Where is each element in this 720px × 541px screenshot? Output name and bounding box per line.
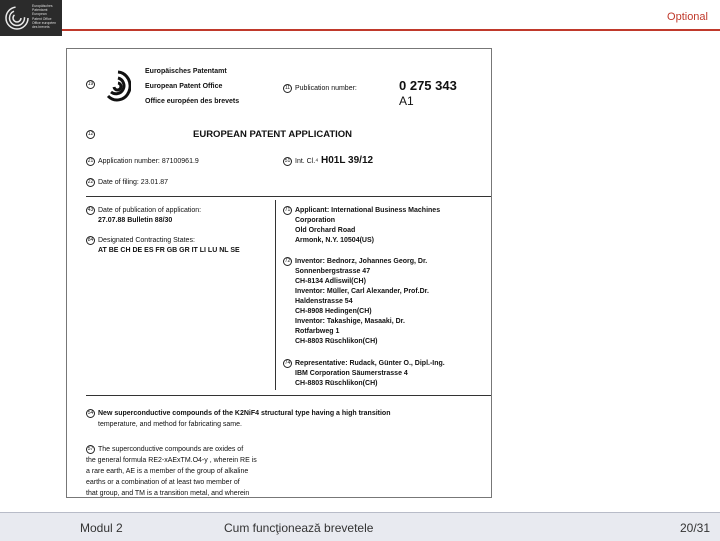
field-code: 72 [284, 258, 291, 264]
epo-seal-icon [105, 69, 131, 103]
applicant-line: Old Orchard Road [295, 227, 356, 234]
inventor-line: Inventor: Takashige, Masaaki, Dr. [295, 318, 405, 325]
publication-date-label: Date of publication of application: [98, 207, 202, 214]
field-code: 57 [87, 446, 94, 452]
patent-document [66, 48, 492, 498]
field-code: 22 [87, 179, 94, 185]
publication-date: 27.07.88 Bulletin 88/30 [98, 217, 173, 224]
field-code: 11 [284, 85, 291, 91]
inventor-line: Rotfarbweg 1 [295, 328, 340, 335]
inventor-line: CH-8134 Adliswil(CH) [295, 278, 366, 285]
field-code: 74 [284, 360, 291, 366]
applicant-line: Corporation [295, 217, 336, 224]
field-code: 71 [284, 207, 291, 213]
designated-states-label: Designated Contracting States: [98, 237, 195, 244]
inventor-line: Haldenstrasse 54 [295, 298, 353, 305]
applicant-line: Applicant: International Business Machines [295, 207, 441, 214]
office-name-en: European Patent Office [145, 83, 223, 90]
date-of-filing: Date of filing: 23.01.87 [98, 179, 169, 186]
field-code: 84 [87, 237, 94, 243]
abstract-line: the general formula RE2-xAExTM.O4-y , wherein RE is [86, 457, 257, 464]
office-name-de: Europäisches Patentamt [145, 68, 227, 75]
field-code: 19 [87, 81, 94, 87]
abstract-line: The superconductive compounds are oxides of [98, 446, 244, 453]
column-divider [275, 200, 276, 390]
footer-subject: Cum funcţionează brevetele [224, 521, 374, 535]
inventor-line: CH-8803 Rüschlikon(CH) [295, 338, 378, 345]
inventor-line: Inventor: Müller, Carl Alexander, Prof.Dr. [295, 288, 429, 295]
field-code: 51 [284, 158, 291, 164]
field-code: 54 [87, 410, 94, 416]
footer-bar [0, 512, 720, 541]
int-cl-label: Int. Cl.⁴ [295, 158, 319, 165]
invention-title-line: temperature, and method for fabricating same. [98, 421, 242, 428]
header-divider [62, 29, 720, 31]
separator [86, 395, 492, 396]
inventor-line: CH-8908 Hedingen(CH) [295, 308, 372, 315]
representative-line: Representative: Rudack, Günter O., Dipl.-Ing. [295, 360, 445, 367]
inventor-line: Sonnenbergstrasse 47 [295, 268, 371, 275]
int-cl: H01L 39/12 [321, 155, 374, 166]
field-code: 43 [87, 207, 94, 213]
kind-code: A1 [399, 94, 414, 108]
abstract-line: earths or a combination of at least two member of [86, 479, 240, 486]
page-number: 20/31 [679, 521, 710, 535]
abstract-line: that group, and TM is a transition metal, and wherein [86, 490, 250, 497]
publication-number: 0 275 343 [399, 78, 457, 93]
epo-logo [0, 0, 62, 36]
representative-line: CH-8803 Rüschlikon(CH) [295, 380, 378, 387]
inventor-line: Inventor: Bednorz, Johannes Georg, Dr. [295, 258, 428, 265]
representative-line: IBM Corporation Säumerstrasse 4 [295, 370, 408, 377]
field-code: 21 [87, 158, 94, 164]
designated-states: AT BE CH DE ES FR GB GR IT LI LU NL SE [98, 247, 240, 254]
separator [86, 196, 492, 197]
applicant-line: Armonk, N.Y. 10504(US) [295, 237, 374, 244]
footer-module: Modul 2 [80, 521, 123, 535]
publication-number-label: Publication number: [295, 85, 357, 92]
office-name-fr: Office européen des brevets [145, 98, 240, 105]
invention-title-line: New superconductive compounds of the K2NiF4 structural type having a high transition [98, 410, 391, 417]
field-code: 12 [87, 131, 94, 137]
abstract-line: a rare earth, AE is a member of the group of alkaline [86, 468, 249, 475]
application-number: Application number: 87100961.9 [98, 158, 199, 165]
document-title: EUROPEAN PATENT APPLICATION [193, 129, 353, 140]
epo-logo-icon [4, 4, 30, 32]
logo-text: Europäisches Patentamt European Patent Office Office européen des brevets [32, 4, 57, 30]
optional-label: Optional [667, 11, 708, 23]
